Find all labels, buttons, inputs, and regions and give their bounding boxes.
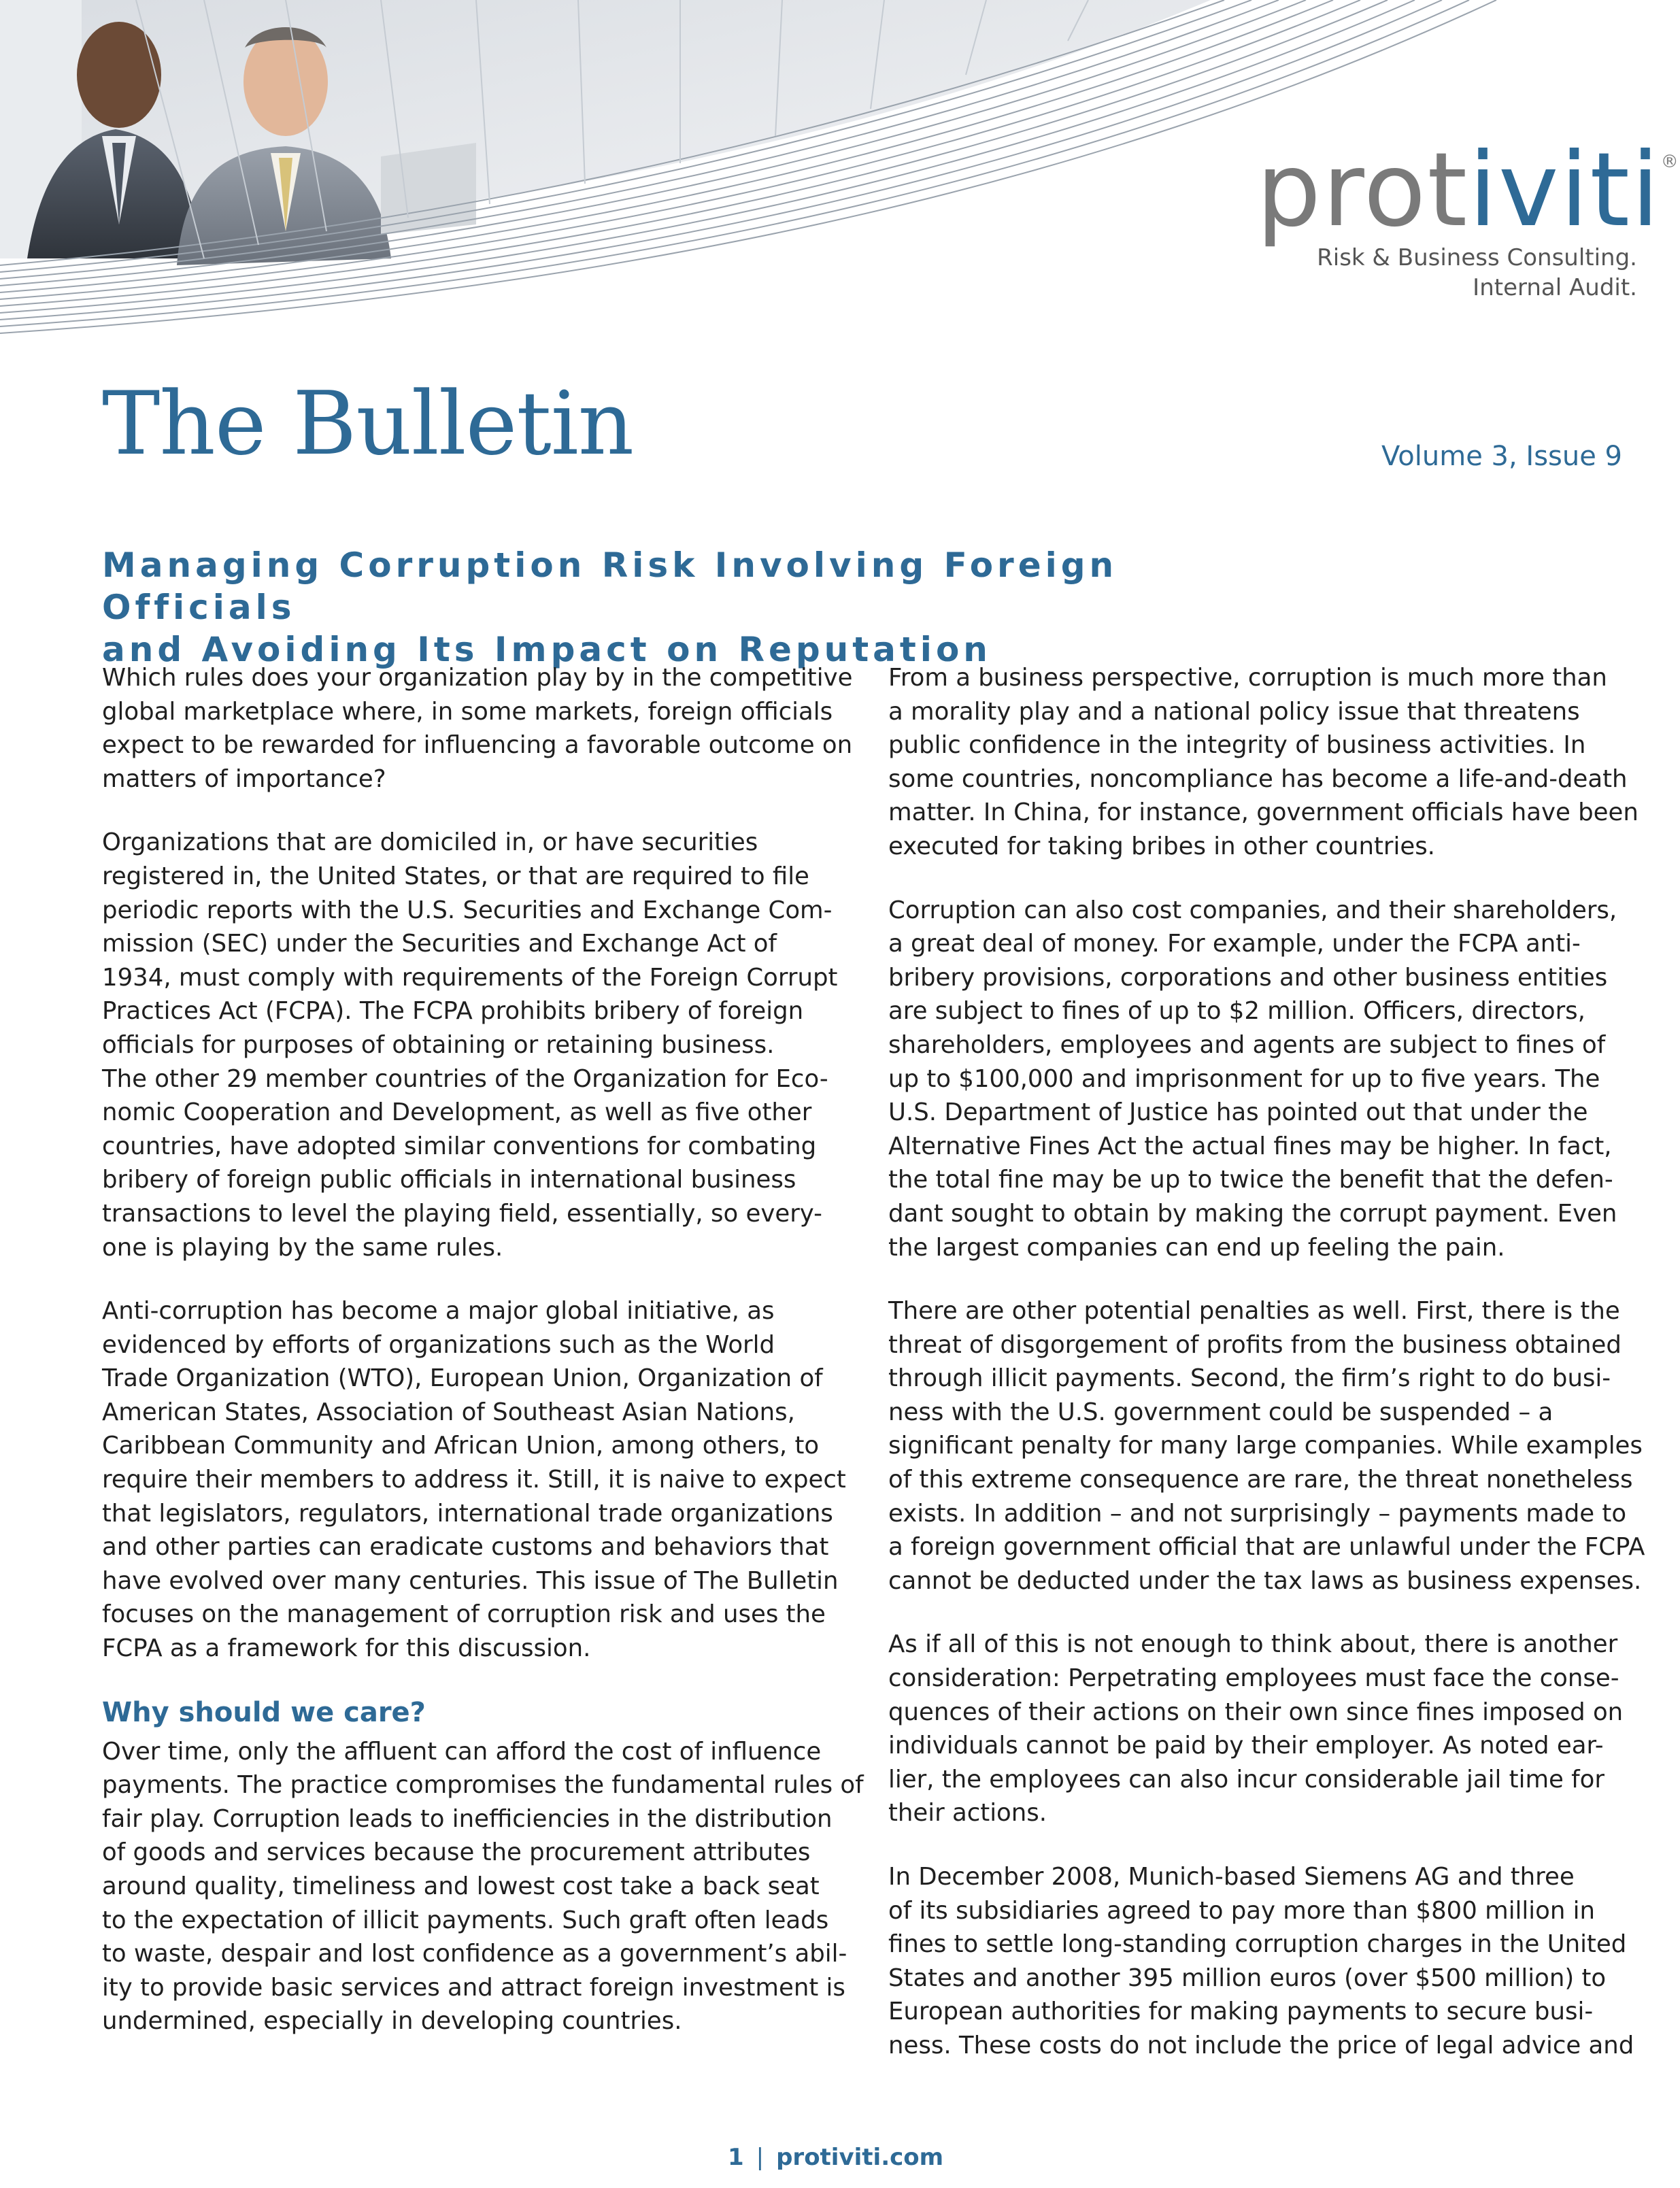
text-line: periodic reports with the U.S. Securities and Exchange Com- xyxy=(102,896,833,924)
page-footer xyxy=(0,2144,1671,2171)
text-line: Anti-corruption has become a major global initiative, as xyxy=(102,1297,775,1326)
text-line: of this extreme consequence are rare, the threat nonetheless xyxy=(888,1466,1633,1494)
text-line: The other 29 member countries of the Organization for Eco- xyxy=(102,1064,828,1093)
text-line: There are other potential penalties as well. First, there is the xyxy=(888,1297,1620,1326)
section-subhead: Why should we care? xyxy=(102,1696,426,1728)
text-line: countries, have adopted similar conventions for combating xyxy=(102,1132,817,1160)
paragraph xyxy=(102,1735,864,2038)
logo-tagline-2: Internal Audit. xyxy=(1473,274,1637,301)
text-line: U.S. Department of Justice has pointed out that under the xyxy=(888,1098,1588,1127)
text-line: the total fine may be up to twice the benefit that the defen- xyxy=(888,1166,1613,1194)
text-line: cannot be deducted under the tax laws as business expenses. xyxy=(888,1566,1642,1595)
logo-text-part1: prot xyxy=(1256,131,1469,250)
paragraph xyxy=(102,826,847,1264)
text-line: ness with the U.S. government could be suspended – a xyxy=(888,1398,1553,1426)
text-line: bribery of foreign public officials in international business xyxy=(102,1166,796,1194)
paragraph xyxy=(888,1628,1630,1830)
protiviti-logo xyxy=(1256,131,1680,303)
text-line: mission (SEC) under the Securities and Exchange Act of xyxy=(102,930,777,958)
right-paragraphs xyxy=(888,661,1645,2063)
text-line: through illicit payments. Second, the firm’s right to do busi- xyxy=(888,1364,1611,1393)
text-line: significant penalty for many large companies. While examples xyxy=(888,1432,1643,1460)
text-line: fair play. Corruption leads to inefficiencies in the distribution xyxy=(102,1804,833,1833)
text-line: Over time, only the affluent can afford the cost of influence xyxy=(102,1737,822,1766)
text-line: their actions. xyxy=(888,1799,1047,1828)
text-line: officials for purposes of obtaining or retaining business. xyxy=(102,1030,775,1059)
text-line: dant sought to obtain by making the corrupt payment. Even xyxy=(888,1199,1617,1228)
text-line: Organizations that are domiciled in, or have securities xyxy=(102,828,758,857)
registered-mark: ® xyxy=(1660,152,1680,172)
text-line: ness. These costs do not include the price of legal advice and xyxy=(888,2031,1634,2059)
text-line: ity to provide basic services and attract foreign investment is xyxy=(102,1973,845,2002)
issue-volume: Volume 3, Issue 9 xyxy=(1381,441,1622,472)
text-line: global marketplace where, in some markets, foreign officials xyxy=(102,697,833,726)
text-line: to the expectation of illicit payments. Such graft often leads xyxy=(102,1906,829,1934)
footer-separator: | xyxy=(756,2144,765,2171)
text-line: transactions to level the playing field, essentially, so every- xyxy=(102,1199,822,1228)
text-line: In December 2008, Munich-based Siemens AG and three xyxy=(888,1863,1575,1891)
article-headline xyxy=(102,544,1258,671)
text-line: fines to settle long-standing corruption charges in the United xyxy=(888,1930,1627,1959)
text-line: executed for taking bribes in other countries. xyxy=(888,832,1435,860)
logo-wordmark xyxy=(1256,131,1680,250)
text-line: bribery provisions, corporations and other business entities xyxy=(888,963,1608,992)
text-line: Practices Act (FCPA). The FCPA prohibits bribery of foreign xyxy=(102,997,804,1026)
text-line: exists. In addition – and not surprisingly – payments made to xyxy=(888,1499,1627,1528)
paragraph xyxy=(888,1294,1645,1598)
paragraph xyxy=(888,1860,1634,2063)
text-line: public confidence in the integrity of business activities. In xyxy=(888,731,1586,760)
text-line: focuses on the management of corruption risk and uses the xyxy=(102,1600,826,1629)
text-line: 1934, must comply with requirements of the Foreign Corrupt xyxy=(102,963,838,992)
paragraph xyxy=(102,661,853,796)
logo-tagline-1: Risk & Business Consulting. xyxy=(1317,244,1637,271)
text-line: and other parties can eradicate customs and behaviors that xyxy=(102,1533,829,1562)
text-line: From a business perspective, corruption is much more than xyxy=(888,664,1607,692)
text-line: As if all of this is not enough to think about, there is another xyxy=(888,1630,1618,1659)
footer-site-link[interactable]: protiviti.com xyxy=(776,2144,944,2171)
text-line: require their members to address it. Still, it is naive to expect xyxy=(102,1466,846,1494)
paragraph xyxy=(102,1294,847,1666)
text-line: quences of their actions on their own since fines imposed on xyxy=(888,1698,1624,1726)
text-line: Alternative Fines Act the actual fines may be higher. In fact, xyxy=(888,1132,1612,1160)
left-column xyxy=(102,661,864,2068)
text-line: consideration: Perpetrating employees must face the conse- xyxy=(888,1664,1619,1693)
text-line: up to $100,000 and imprisonment for up to five years. The xyxy=(888,1064,1600,1093)
text-line: Caribbean Community and African Union, among others, to xyxy=(102,1432,820,1460)
text-line: around quality, timeliness and lowest cost take a back seat xyxy=(102,1872,820,1900)
text-line: one is playing by the same rules. xyxy=(102,1233,503,1262)
text-line: a morality play and a national policy issue that threatens xyxy=(888,697,1580,726)
headline-line-1: Managing Corruption Risk Involving Foreign Officials xyxy=(102,545,1118,627)
text-line: are subject to fines of up to $2 million. Officers, directors, xyxy=(888,997,1585,1026)
logo-text-part2: iviti xyxy=(1468,131,1661,250)
text-line: a foreign government official that are unlawful under the FCPA xyxy=(888,1533,1645,1562)
text-line: expect to be rewarded for influencing a favorable outcome on xyxy=(102,731,853,760)
text-line: European authorities for making payments to secure busi- xyxy=(888,1998,1594,2026)
text-line: have evolved over many centuries. This issue of The Bulletin xyxy=(102,1566,839,1595)
text-line: undermined, especially in developing countries. xyxy=(102,2007,682,2036)
text-line: FCPA as a framework for this discussion. xyxy=(102,1634,591,1663)
text-line: of goods and services because the procurement attributes xyxy=(102,1838,811,1867)
page-title: The Bulletin xyxy=(102,373,634,475)
text-line: Which rules does your organization play by in the competitive xyxy=(102,664,853,692)
text-line: American States, Association of Southeast Asian Nations, xyxy=(102,1398,795,1426)
text-line: registered in, the United States, or that are required to file xyxy=(102,862,809,890)
text-line: shareholders, employees and agents are subject to fines of xyxy=(888,1030,1606,1059)
text-line: a great deal of money. For example, under the FCPA anti- xyxy=(888,930,1581,958)
text-line: Trade Organization (WTO), European Union, Organization of xyxy=(102,1364,823,1393)
page-number: 1 xyxy=(727,2144,744,2171)
text-line: individuals cannot be paid by their employer. As noted ear- xyxy=(888,1732,1604,1760)
right-column xyxy=(888,661,1645,2093)
left-paragraphs xyxy=(102,661,853,1666)
text-line: the largest companies can end up feeling the pain. xyxy=(888,1233,1505,1262)
text-line: matters of importance? xyxy=(102,764,386,793)
text-line: payments. The practice compromises the fundamental rules of xyxy=(102,1771,864,1800)
text-line: that legislators, regulators, international trade organizations xyxy=(102,1499,833,1528)
paragraph xyxy=(888,661,1639,864)
headline-line-2: and Avoiding Its Impact on Reputation xyxy=(102,630,992,669)
text-line: Corruption can also cost companies, and their shareholders, xyxy=(888,896,1617,924)
text-line: States and another 395 million euros (over $500 million) to xyxy=(888,1964,1607,1992)
text-line: nomic Cooperation and Development, as well as five other xyxy=(102,1098,812,1127)
text-line: matter. In China, for instance, government officials have been xyxy=(888,798,1639,827)
paragraph xyxy=(888,894,1630,1265)
left-paragraphs-after xyxy=(102,1735,864,2038)
text-line: threat of disgorgement of profits from the business obtained xyxy=(888,1330,1622,1359)
text-line: to waste, despair and lost confidence as a government’s abil- xyxy=(102,1940,847,1968)
text-line: some countries, noncompliance has become a life-and-death xyxy=(888,764,1628,793)
text-line: evidenced by efforts of organizations such as the World xyxy=(102,1330,775,1359)
text-line: lier, the employees can also incur considerable jail time for xyxy=(888,1765,1605,1794)
text-line: of its subsidiaries agreed to pay more than $800 million in xyxy=(888,1896,1596,1925)
